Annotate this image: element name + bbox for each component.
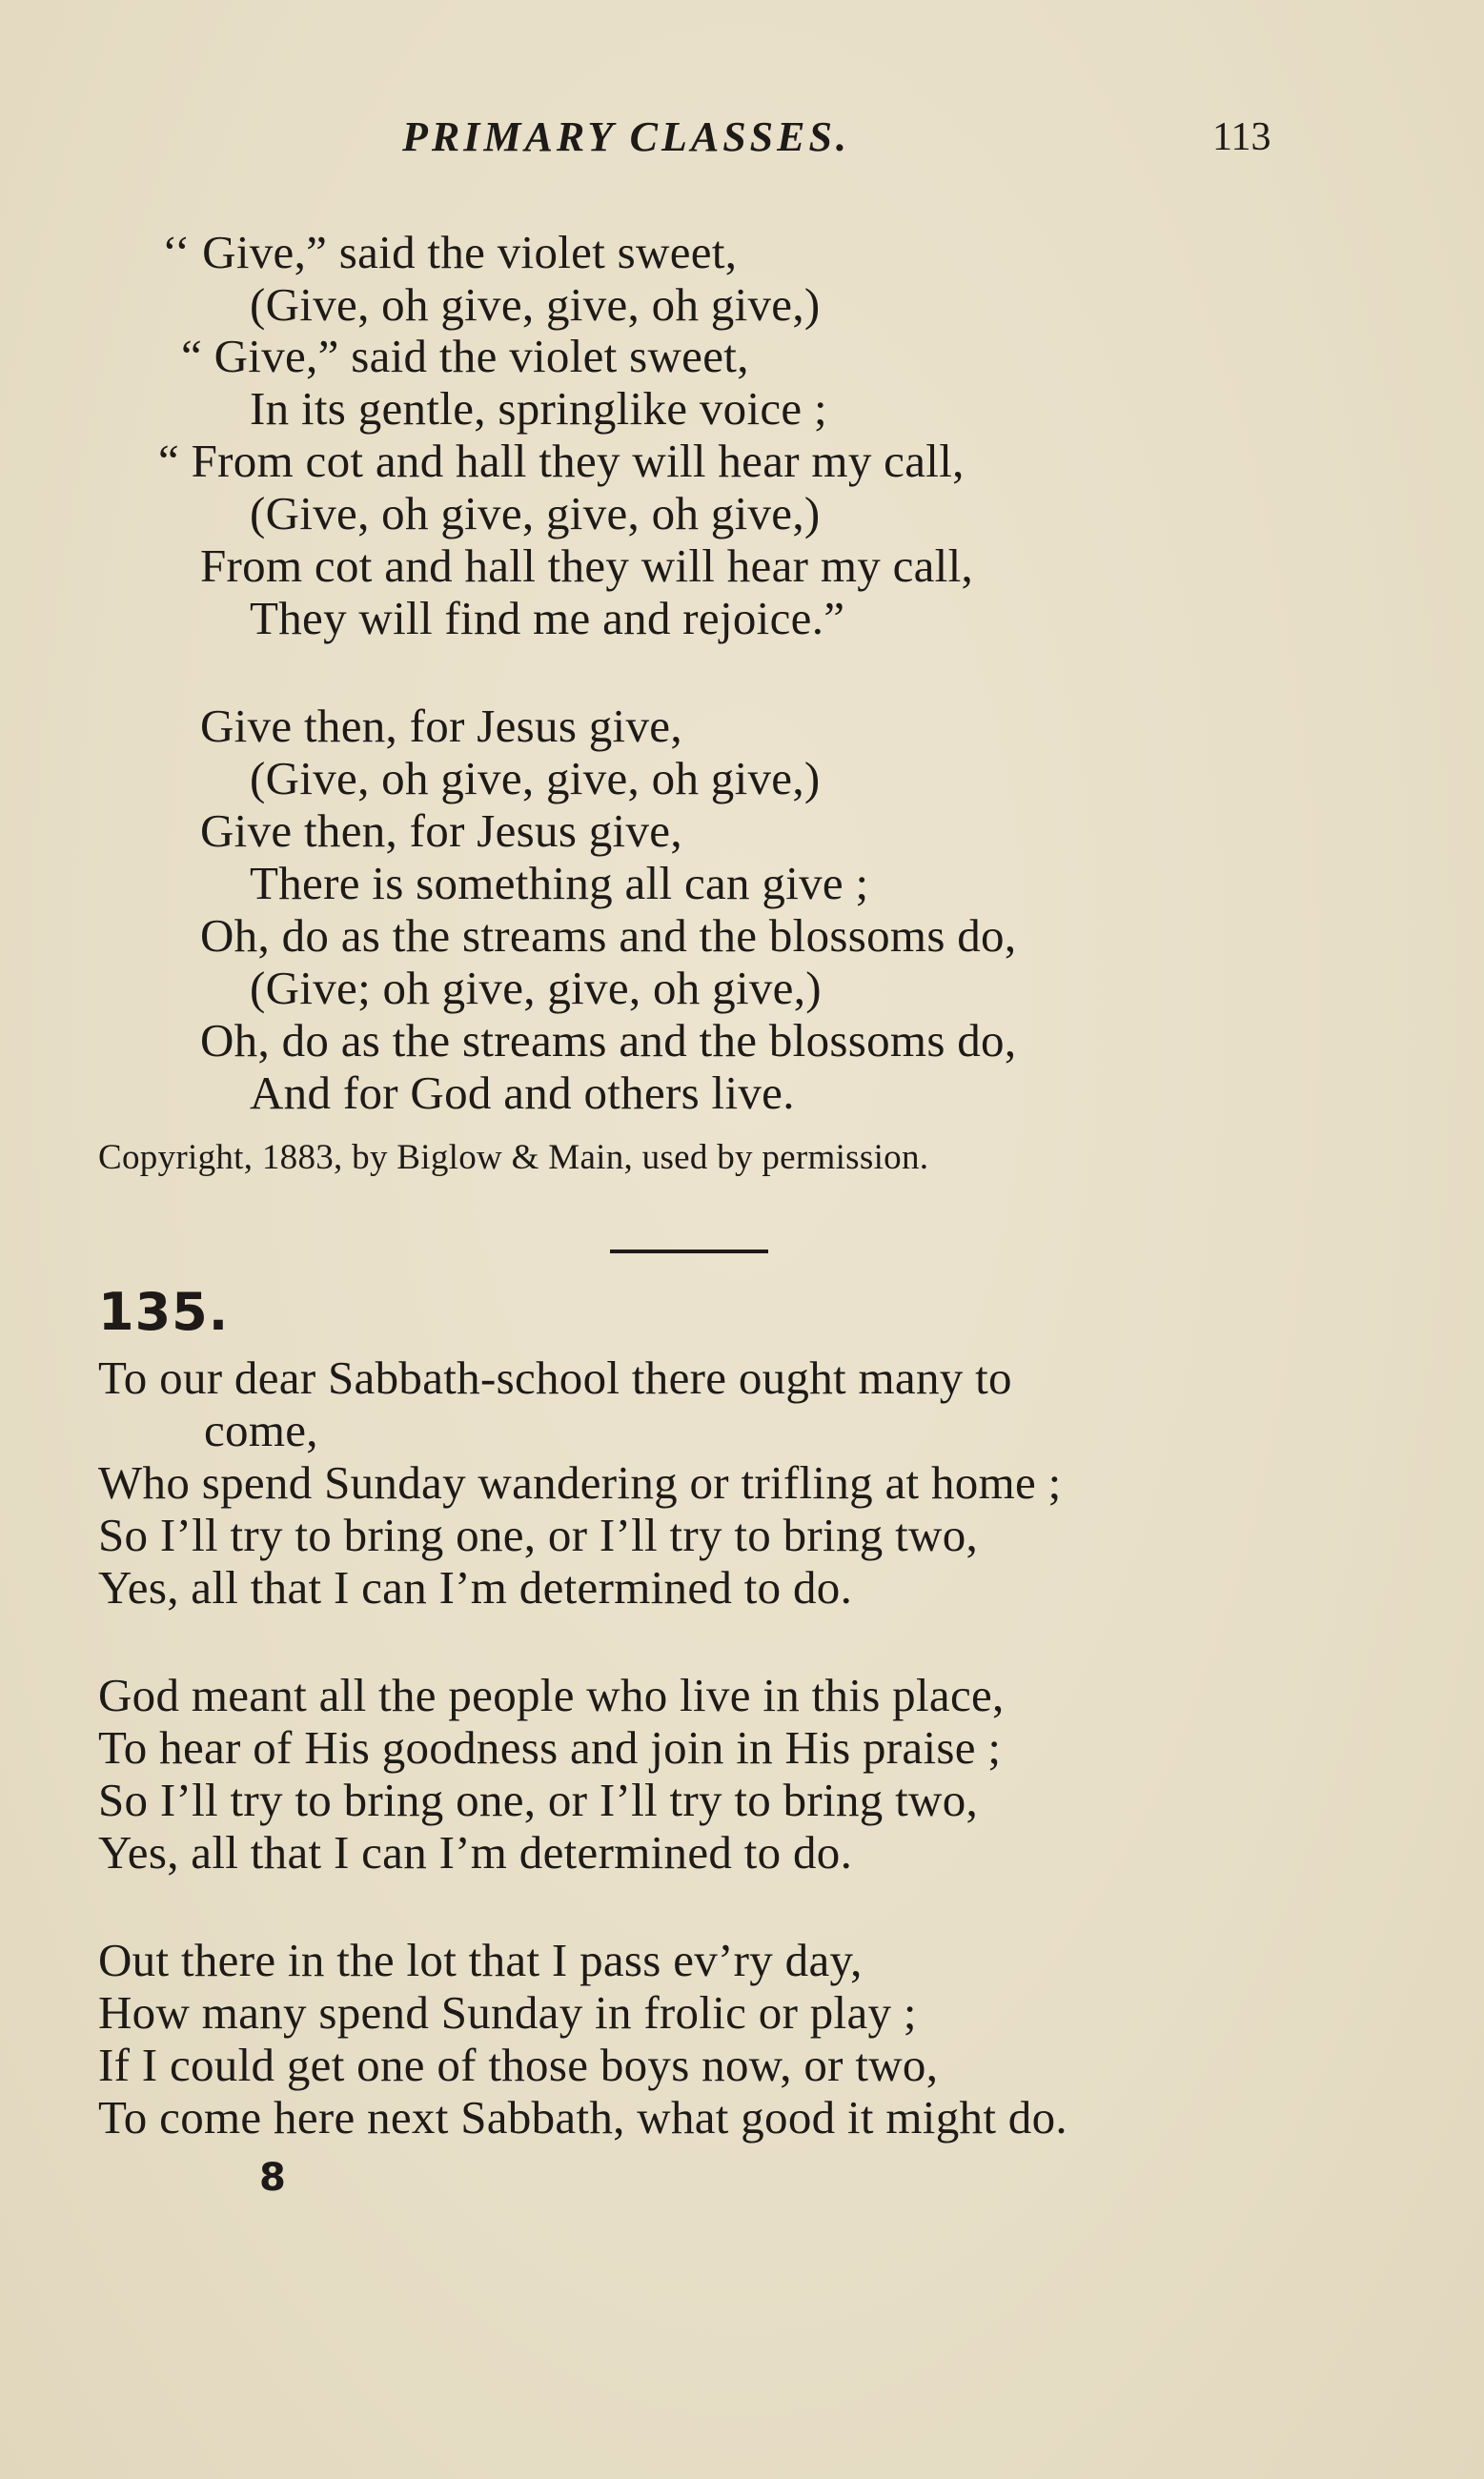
copyright-notice: Copyright, 1883, by Biglow & Main, used by permission.	[98, 1138, 929, 1177]
song-line: “ From cot and hall they will hear my call,	[158, 435, 965, 487]
song-line: “ Give,” said the violet sweet,	[181, 330, 749, 382]
hymn-line: To come here next Sabbath, what good it might do.	[98, 2091, 1067, 2144]
song-line: Oh, do as the streams and the blossoms do,	[200, 1014, 1017, 1067]
hymn-line: To our dear Sabbath-school there ought many to	[98, 1351, 1012, 1404]
hymn-line: Who spend Sunday wandering or trifling at home ;	[98, 1456, 1062, 1509]
signature-mark: 8	[259, 2156, 286, 2200]
song-line: Give then, for Jesus give,	[200, 700, 682, 752]
song-line: In its gentle, springlike voice ;	[250, 382, 827, 435]
hymn-line: If I could get one of those boys now, or two,	[98, 2039, 939, 2091]
song-line: (Give, oh give, give, oh give,)	[250, 752, 821, 804]
hymn-line: Yes, all that I can I’m determined to do.	[98, 1561, 853, 1614]
page-number: 113	[1212, 115, 1271, 159]
hymn-number: 135.	[98, 1282, 230, 1342]
song-line: ‘‘ Give,” said the violet sweet,	[162, 226, 738, 278]
hymn-line: So I’ll try to bring one, or I’ll try to bring two,	[98, 1774, 979, 1826]
hymn-line: So I’ll try to bring one, or I’ll try to bring two,	[98, 1509, 979, 1561]
song-line: And for God and others live.	[250, 1067, 795, 1119]
song-line: (Give, oh give, give, oh give,)	[250, 278, 821, 331]
hymn-line: God meant all the people who live in this place,	[98, 1669, 1005, 1721]
hymn-line: How many spend Sunday in frolic or play ;	[98, 1986, 917, 2039]
song-line: Give then, for Jesus give,	[200, 804, 682, 857]
running-head	[0, 112, 1484, 170]
song-line: They will find me and rejoice.”	[250, 592, 845, 644]
hymn-line: Out there in the lot that I pass ev’ry day,	[98, 1934, 863, 1986]
song-line: From cot and hall they will hear my call,	[200, 539, 974, 592]
hymn-line: come,	[204, 1404, 318, 1456]
hymn-line: To hear of His goodness and join in His praise ;	[98, 1721, 1002, 1774]
section-divider	[610, 1250, 768, 1253]
song-line: There is something all can give ;	[250, 857, 869, 909]
song-line: (Give; oh give, give, oh give,)	[250, 962, 822, 1014]
song-line: Oh, do as the streams and the blossoms do,	[200, 909, 1017, 962]
hymn-line: Yes, all that I can I’m determined to do.	[98, 1826, 853, 1879]
running-title: PRIMARY CLASSES.	[402, 113, 850, 160]
song-line: (Give, oh give, give, oh give,)	[250, 487, 821, 539]
